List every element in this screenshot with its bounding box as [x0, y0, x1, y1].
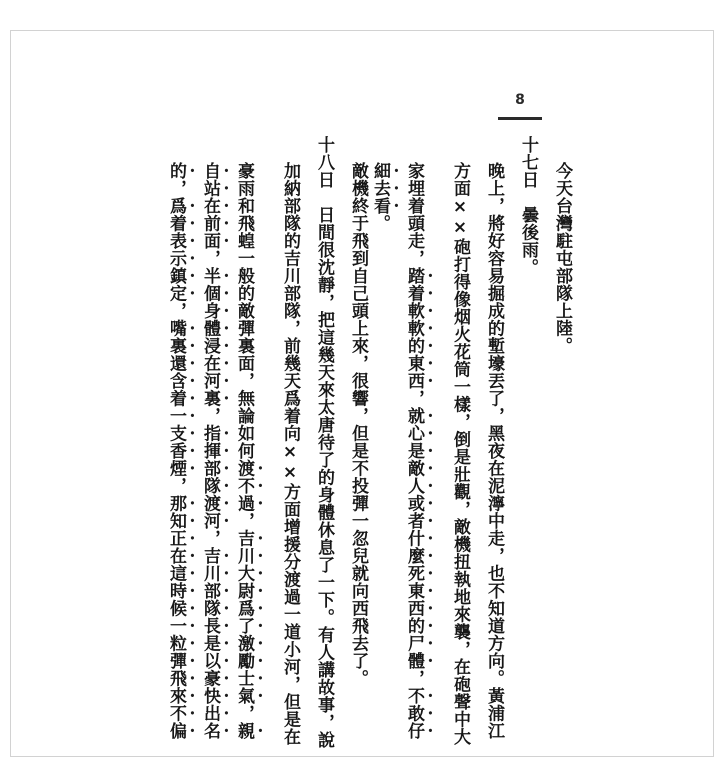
- emphasized-text-run: 自站在前面，半個身體浸在河裏，指揮部隊渡河，吉川部隊長是以豪快出名: [200, 162, 220, 740]
- body-column-6: [348, 136, 366, 758]
- text-run: 十七日 曇後雨。: [518, 136, 538, 276]
- body-column-8: [234, 136, 264, 758]
- emphasized-text-run: 細去看: [370, 162, 390, 215]
- date-heading-18: [314, 136, 332, 758]
- body-column-3: [450, 136, 468, 758]
- date-heading-17: [518, 136, 536, 758]
- text-run: 家埋着頭走，: [404, 162, 424, 267]
- emphasized-text-run: 的，爲着表示鎮定，嘴裏還含着一支香煙，那知正在這時候一粒彈飛來不偏: [166, 162, 186, 740]
- text-run: 。: [370, 214, 390, 232]
- text-run: 十八日 日間很沈靜，把這幾天來太唐待了的身體休息了一下。有人講故事，說: [314, 136, 334, 749]
- body-column-1: [552, 136, 570, 758]
- text-run: 今天台灣駐屯部隊上陸。: [552, 162, 572, 355]
- body-column-9: [200, 136, 230, 758]
- text-run: 加納部隊的吉川部隊，前幾天爲着向××方面增援分渡過一道小河，但是在: [280, 162, 300, 746]
- body-column-2: [484, 136, 502, 758]
- diary-text-block: [162, 136, 570, 758]
- emphasized-text-run: 踏着軟軟的東西，就心是敵人或者什麼死東西的尸體，不敢仔: [404, 267, 424, 740]
- text-run: 方面××砲打得像烟火花筒一樣，倒是壯觀，敵機扭執地來襲，在砲聲中大: [450, 162, 470, 746]
- body-column-7: [280, 136, 298, 758]
- body-column-5: [370, 136, 400, 758]
- text-run: 敵機終于飛到自己頭上來，很響，但是不投彈一忽兒就向西飛去了。: [348, 162, 368, 687]
- text-run: 豪雨和飛蝗一般的敵彈裏面，無論如何: [234, 162, 254, 460]
- body-column-10: [166, 136, 196, 758]
- text-run: 晚上，將好容易掘成的塹壕丟了，黑夜在泥濘中走，也不知道方向。黃浦江: [484, 162, 504, 740]
- page-number: 8: [515, 92, 525, 108]
- page-number-rule: [498, 117, 542, 120]
- emphasized-text-run: 渡不過，吉川大尉爲了激勵士氣，親: [234, 459, 254, 740]
- body-column-4: [404, 136, 434, 758]
